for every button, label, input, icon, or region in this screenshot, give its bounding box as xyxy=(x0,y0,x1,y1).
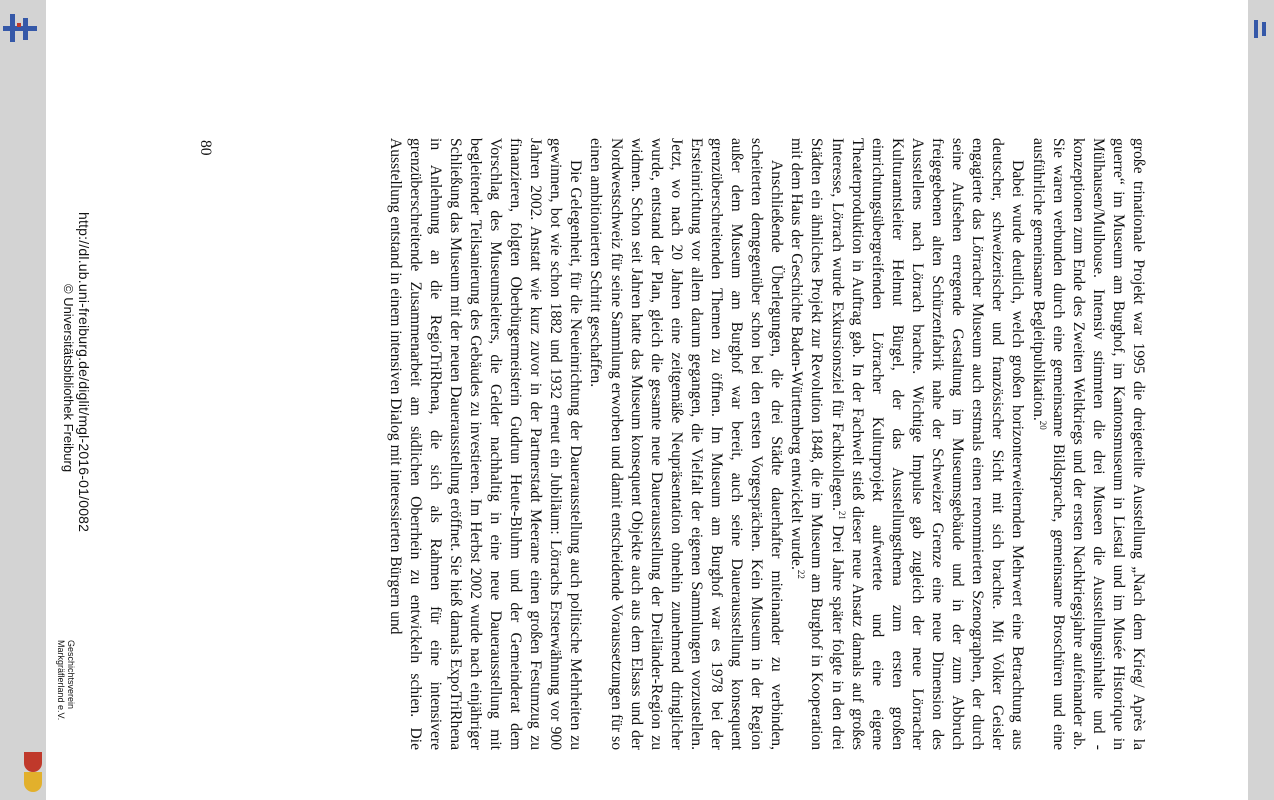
society-line-2: Markgräflerland e.V. xyxy=(56,640,66,721)
document-page xyxy=(46,0,1248,800)
society-crest-icon xyxy=(24,752,42,792)
page-number: 80 xyxy=(197,140,214,156)
footer-copyright: © Universitätsbibliothek Freiburg xyxy=(61,284,76,473)
paragraph-2: Dabei wurde deutlich, welch großen horizonterweiternden Mehrwert eine Betrachtung aus deutscher, schweizerischer und französischer Sicht mit sich brachte. Mit Volker Geisler engagierte das Lörracher Museum auch erstmals einen renommierten Szenographen, der durch seine Aufsehen erregende Gestaltung im Museumsgebäude und in der zum Abbruch freigegebenen alten Schürzenfabrik nahe der Schweizer Grenze eine neue Dimension des Ausstellens nach Lörrach brachte. Wichtige Impulse gab zugleich der neue Lörracher Kulturamtsleiter Helmut Bürgel, der das Ausstellungsthema zum ersten großen einrichtungsübergreifenden Lörracher Kulturprojekt aufwertete und eine eigene Theaterproduktion in Auftrag gab. In der Fachwelt stieß dieser neue Ansatz damals auf großes Interesse, Lörrach wurde Exkursionsziel für Fachkollegen.$^{21}$ Drei Jahre später folgte in den drei Städten ein ähnliches Projekt zur Revolution 1848, die im Museum am Burghof in Kooperation mit dem Haus der Geschichte Baden-Württemberg entwickelt wurde.$^{22}$ xyxy=(788,138,1027,750)
paragraph-4: Die Gelegenheit, für die Neueinrichtung der Dauerausstellung auch politische Mehrheiten zu gewinnen, bot wie schon 1882 und 1932 erneut ein Jubiläum: Lörrachs Ersterwähnung vor 900 Jahren 2002. Anstatt wie kurz zuvor in der Partnerstadt Meerane einen großen Festumzug zu finanzieren, folgten Oberbürgermeisterin Gudrun Heute-Bluhm und der Gemeinderat dem Vorschlag des Museumsleiters, die Gelder nachhaltig in eine neue Dauerausstellung mit begleitender Teilsanierung des Gebäudes zu investieren. Im Herbst 2002 wurde nach einjähriger Schließung das Museum mit der neuen Dauerausstellung eröffnet. Sie hieß damals ExpoTriRhena in Anlehnung an die RegioTriRhena, die sich als Rahmen für eine intensivere grenzüberschreitende Zusammenarbeit am südlichen Oberrhein zu entwickeln schien. Die Ausstellung entstand in einem intensiven Dialog mit interessierten Bürgern und xyxy=(386,138,585,750)
footnote-ref-22[interactable]: 22 xyxy=(796,569,807,579)
paragraph-1: große trinationale Projekt war 1995 die dreigeteilte Ausstellung „Nach dem Krieg/ Après la guerre“ im Museum am Burghof, im Kantonsmuseum in Liestal und im Musée Historique in Mülhausen/Mulhouse. Intensiv stimmten die drei Museen die Ausstellungsinhalte und -konzeptionen zum Ende des Zweiten Weltkriegs und der ersten Nachkriegsjahre aufeinander ab. Sie waren verbunden durch eine gemeinsame Bildsprache, gemeinsame Broschüren und eine ausführliche gemeinsame Begleitpublikation.$^{20}$ xyxy=(1029,138,1147,750)
footer-url[interactable]: http://dl.ub.uni-freiburg.de/diglit/mgl-2016-01/0082 xyxy=(76,212,92,533)
body-text xyxy=(384,138,1148,750)
viewer-right-margin xyxy=(1248,0,1274,800)
viewer-left-margin xyxy=(0,0,46,800)
footnote-ref-21[interactable]: 21 xyxy=(836,510,847,520)
society-line-1: Geschichtsverein xyxy=(66,640,76,710)
society-name xyxy=(56,640,76,720)
viewer-mark-icon xyxy=(1254,20,1268,38)
viewer-logo-icon[interactable] xyxy=(3,12,37,44)
footnote-ref-20[interactable]: 20 xyxy=(1037,420,1048,430)
paragraph-3: Anschließende Überlegungen, die drei Städte dauerhafter miteinander zu verbinden, scheiterten demgegenüber schon bei den ersten Vorgesprächen. Kein Museum in der Region außer dem Museum am Burghof war bereit, auch seine Dauerausstellung konsequent grenzüberschreitenden Themen zu öffnen. Im Museum am Burghof war es 1978 bei der Ersteinrichtung vor allem darum gegangen, die Vielfalt der eigenen Sammlungen vorzustellen. Jetzt, wo nach 20 Jahren eine zeitgemäße Neupräsentation ohnehin zunehmend dringlicher wurde, entstand der Plan, gleich die gesamte neue Dauerausstellung der Dreiländer-Region zu widmen. Schon seit Jahren hatte das Museum konsequent Objekte auch aus dem Elsass und der Nordwestschweiz für seine Sammlung erworben und damit entscheidende Voraussetzungen für so einen ambitionierten Schritt geschaffen. xyxy=(587,138,786,750)
